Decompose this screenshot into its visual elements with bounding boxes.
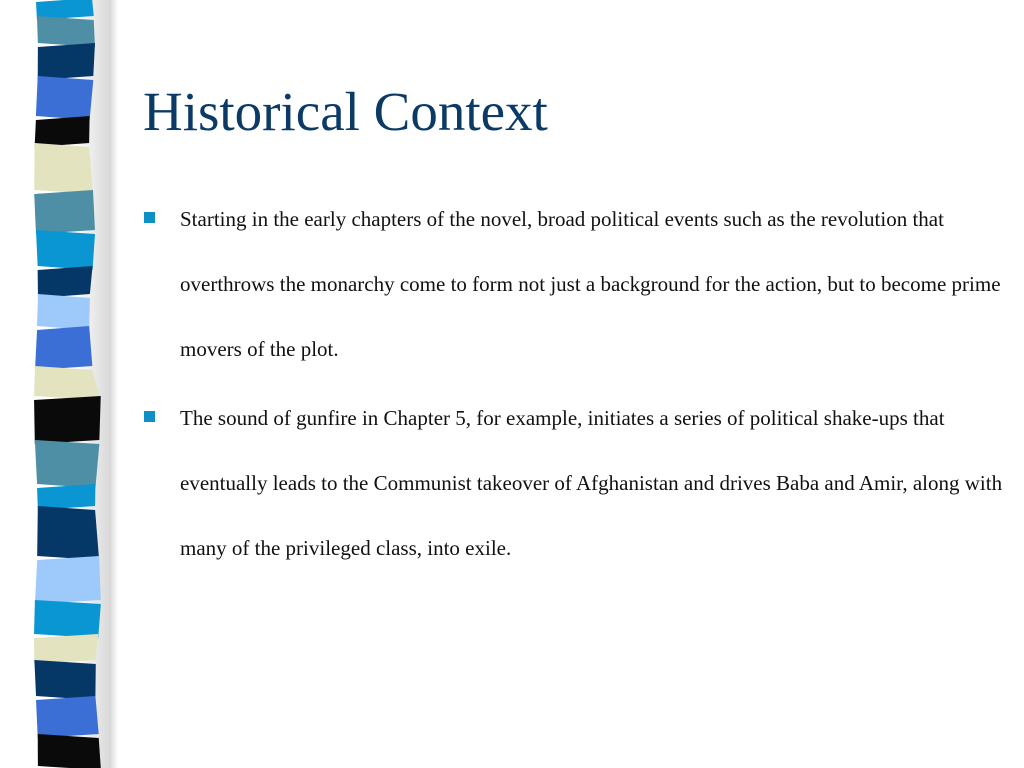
band-stripe (34, 143, 93, 194)
band-stripe (34, 634, 98, 664)
band-stripe (34, 366, 101, 400)
bullet-text: Starting in the early chapters of the novel, broad political events such as the revolution that overthrows the monarchy come to form not just a background for the action, but to become prime movers of the plot. (180, 207, 1001, 361)
band-stripe (37, 484, 95, 510)
bullet-item (143, 187, 1003, 382)
decorative-color-band (0, 0, 118, 768)
band-stripe (36, 76, 93, 120)
band-stripe (34, 660, 95, 700)
square-bullet-icon (144, 411, 155, 422)
slide-title: Historical Context (143, 81, 548, 142)
band-stripe (37, 506, 99, 560)
band-stripe (38, 43, 95, 80)
band-stripe (35, 326, 92, 370)
band-stripe (36, 230, 95, 270)
band-stripe (34, 190, 95, 234)
bullet-item (143, 386, 1003, 581)
band-stripe (34, 600, 101, 638)
band-stripe (34, 396, 101, 444)
band-stripe (36, 696, 99, 738)
band-stripe (38, 266, 93, 298)
bullet-text: The sound of gunfire in Chapter 5, for example, initiates a series of political shake-ups that eventually leads to the Communist takeover of Afghanistan and drives Baba and Amir, along with many of the privileged class, into exile. (180, 406, 1003, 560)
band-stripes (0, 0, 118, 768)
band-stripe (38, 734, 101, 768)
square-bullet-icon (144, 212, 155, 223)
band-stripe (37, 294, 90, 330)
band-stripe (35, 440, 100, 488)
band-stripe (35, 116, 90, 147)
band-stripe (35, 556, 101, 604)
band-stripe (37, 16, 95, 47)
bullet-list (143, 187, 1003, 585)
